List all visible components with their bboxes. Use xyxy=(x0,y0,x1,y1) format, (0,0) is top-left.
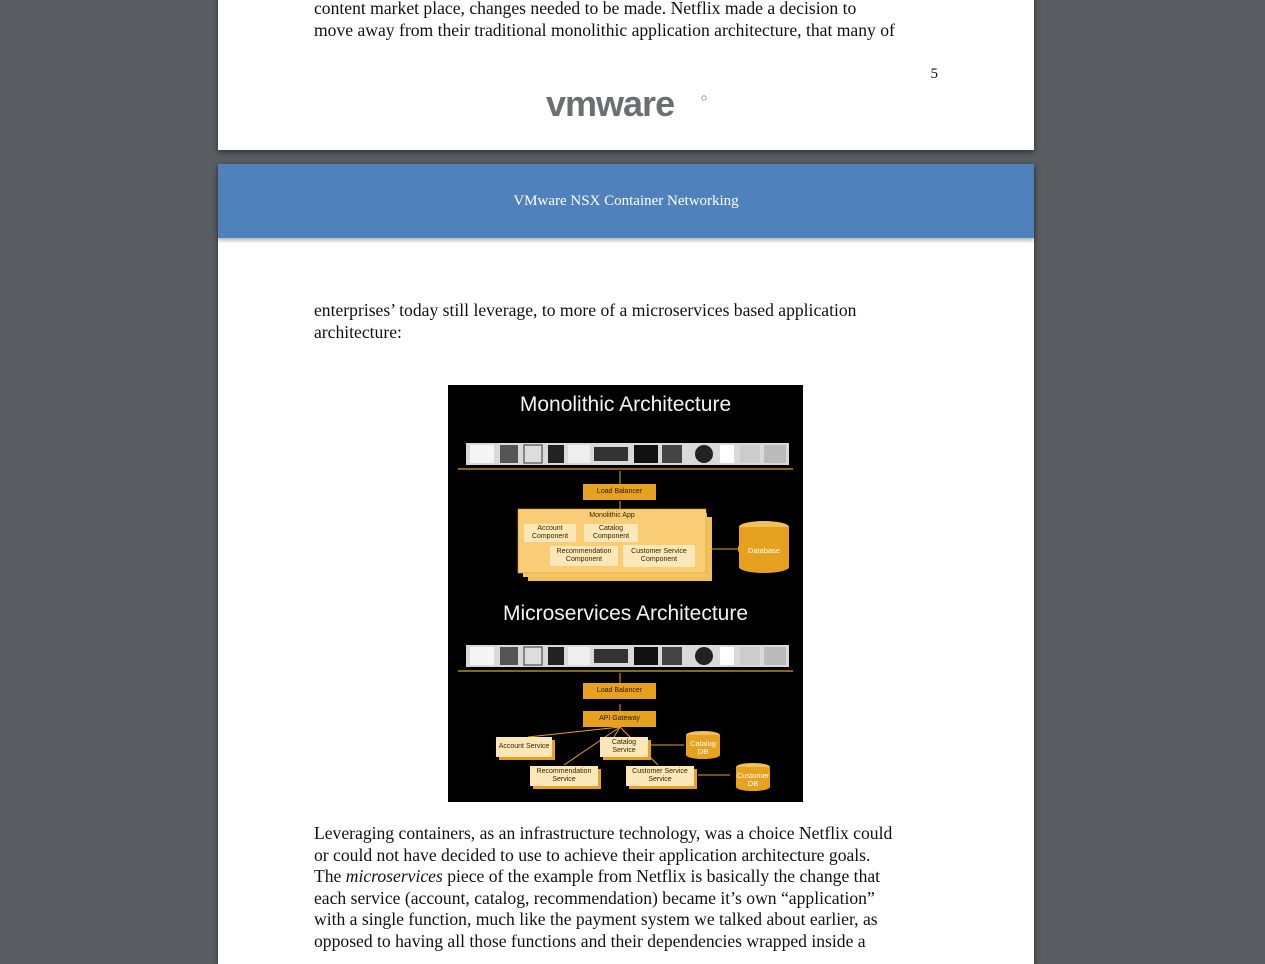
document-page xyxy=(218,164,1034,964)
text-line: opposed to having all those functions and their dependencies wrapped inside a xyxy=(314,930,866,951)
mono-recommendation-component: Recommendation Component xyxy=(550,546,618,566)
vmware-logo-text: vmware xyxy=(546,86,675,124)
previous-page xyxy=(218,0,1034,150)
mono-load-balancer: Load Balancer xyxy=(583,484,656,500)
micro-catalog-service: Catalog Service xyxy=(600,737,648,757)
text-line: enterprises’ today still leverage, to more of a microservices based application xyxy=(314,300,857,320)
vmware-logo xyxy=(544,86,714,126)
text-line: or could not have decided to use to achieve their application architecture goals. xyxy=(314,844,871,865)
line-rest: piece of the example from Netflix is basically the change that xyxy=(447,866,881,887)
monolithic-title: Monolithic Architecture xyxy=(519,393,732,416)
mono-catalog-component: Catalog Component xyxy=(584,524,638,542)
micro-customer-service: Customer Service Service xyxy=(626,766,694,786)
previous-page-text xyxy=(314,0,944,41)
text-line: Leveraging containers, as an infrastructure technology, was a choice Netflix could xyxy=(314,823,893,843)
emphasis-microservices: microservices xyxy=(345,866,443,887)
page-number: 5 xyxy=(930,66,938,82)
micro-recommendation-service: Recommendation Service xyxy=(530,766,598,786)
mono-app-label: Monolithic App xyxy=(589,512,635,519)
device-strip-micro xyxy=(466,645,789,667)
body-paragraph xyxy=(314,823,944,953)
page-header xyxy=(218,164,1034,238)
api-gateway: API Gateway xyxy=(583,711,656,727)
device-strip-mono xyxy=(466,443,789,465)
architecture-figure xyxy=(448,385,803,802)
microservices-title: Microservices Architecture xyxy=(502,602,749,625)
mono-account-component: Account Component xyxy=(524,524,576,542)
micro-account-service: Account Service xyxy=(496,737,552,757)
mono-database: Database xyxy=(747,546,781,555)
intro-paragraph xyxy=(314,300,944,343)
text-line xyxy=(314,866,944,888)
text-line: architecture: xyxy=(314,321,402,342)
micro-load-balancer: Load Balancer xyxy=(583,683,656,699)
text-line: each service (account, catalog, recommendation) became it’s own “application” xyxy=(314,887,875,908)
customer-db: Customer DB xyxy=(736,771,770,788)
line-prefix: The xyxy=(314,866,342,887)
text-line: with a single function, much like the payment system we talked about earlier, as xyxy=(314,909,878,930)
text-line: content market place, changes needed to be made. Netflix made a decision to xyxy=(314,0,857,18)
header-title: VMware NSX Container Networking xyxy=(513,192,739,209)
mono-customer-service-component: Customer Service Component xyxy=(623,545,695,567)
catalog-db: Catalog DB xyxy=(690,739,716,756)
text-line: move away from their traditional monolithic application architecture, that many of xyxy=(314,19,895,40)
